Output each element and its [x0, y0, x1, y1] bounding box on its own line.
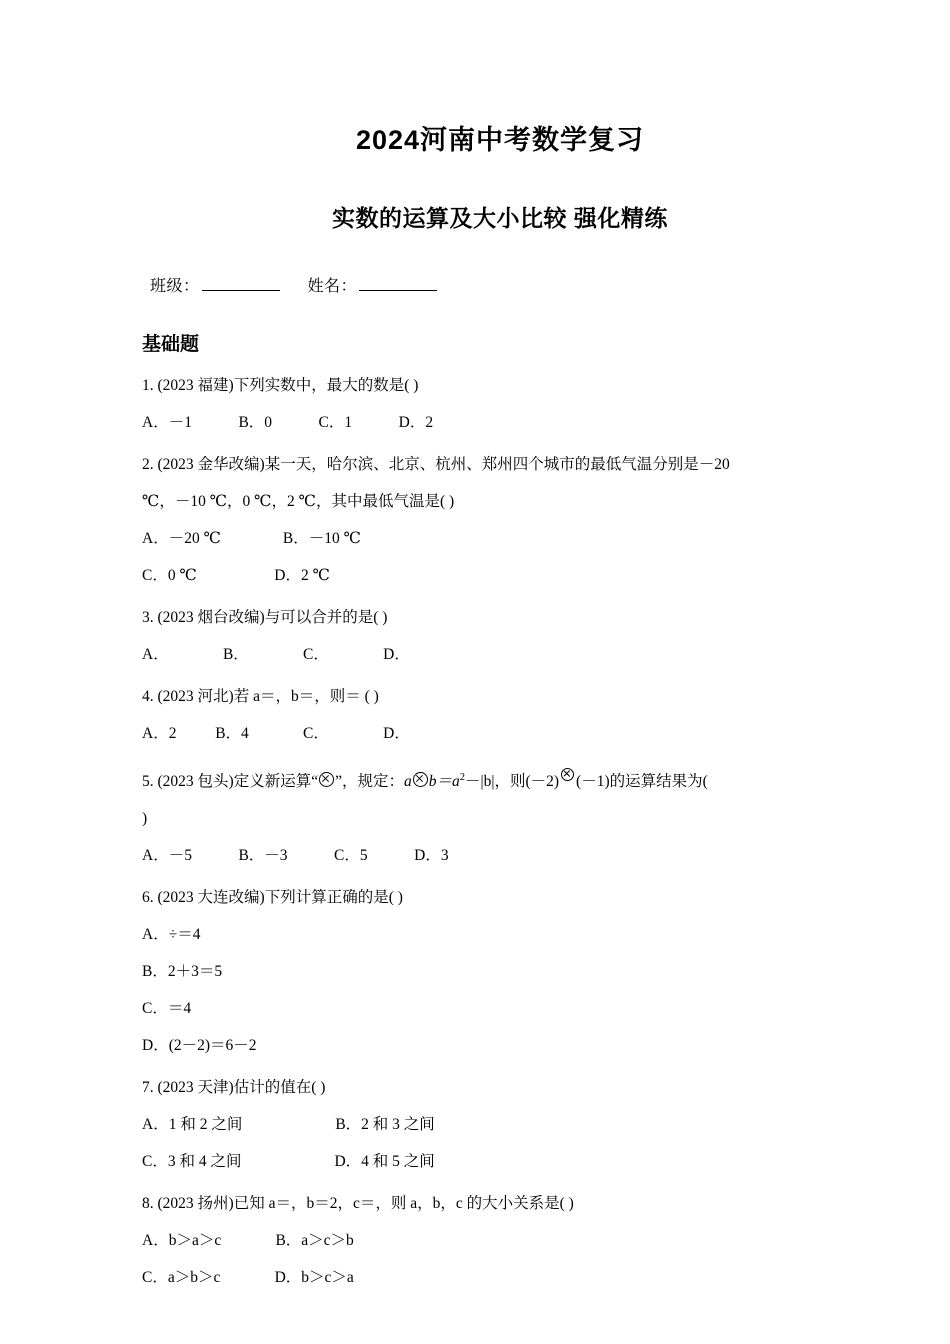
- question-stem-5-cont: ): [142, 810, 148, 828]
- q5-part3: b＝a: [428, 773, 460, 791]
- page-title: 2024河南中考数学复习: [355, 125, 645, 155]
- question-options-4: A．2 B．4 C． D．: [142, 725, 410, 743]
- circled-times-icon-3: [560, 764, 575, 788]
- question-stem-1: 1. (2023 福建)下列实数中，最大的数是( ): [142, 377, 419, 394]
- question-options-2a: A．－20 ℃ B．－10 ℃: [142, 530, 361, 548]
- q5-part2: ”，规定：: [335, 773, 404, 791]
- q5-exponent: 2: [459, 772, 466, 783]
- name-label: 姓名：: [307, 278, 358, 295]
- question-stem-2: 2. (2023 金华改编)某一天，哈尔滨、北京、杭州、郑州四个城市的最低气温分别是－20: [142, 456, 730, 474]
- question-options-3: A． B． C． D．: [142, 646, 410, 664]
- question-stem-3: 3. (2023 烟台改编)与可以合并的是( ): [142, 609, 388, 627]
- question-option-6d: D．(2－2)＝6－2: [142, 1037, 257, 1055]
- question-stem-8: 8. (2023 扬州)已知 a＝，b＝2，c＝，则 a，b，c 的大小关系是( ): [142, 1195, 574, 1213]
- question-options-2b: C．0 ℃ D．2 ℃: [142, 567, 330, 585]
- question-option-6a: A．÷＝4: [142, 926, 201, 944]
- question-options-7b: C．3 和 4 之间 D．4 和 5 之间: [142, 1153, 435, 1171]
- question-stem-2-cont: ℃，－10 ℃，0 ℃，2 ℃，其中最低气温是( ): [142, 493, 455, 511]
- question-option-6b: B．2＋3＝5: [142, 963, 223, 981]
- class-label: 班级：: [150, 278, 200, 295]
- question-stem-7: 7. (2023 天津)估计的值在( ): [142, 1079, 326, 1097]
- question-options-5: A．－5 B．－3 C．5 D．3: [142, 847, 449, 865]
- question-stem-6: 6. (2023 大连改编)下列计算正确的是( ): [142, 889, 403, 907]
- class-blank[interactable]: [202, 290, 280, 291]
- question-stem-5: [142, 764, 850, 794]
- question-options-8a: A．b＞a＞c B．a＞c＞b: [142, 1232, 354, 1250]
- page-subtitle: 实数的运算及大小比较 强化精练: [332, 205, 668, 231]
- name-blank[interactable]: [359, 290, 437, 291]
- q5-part1: 5. (2023 包头)定义新运算“: [142, 773, 319, 791]
- question-options-8b: C．a＞b＞c D．b＞c＞a: [142, 1269, 354, 1287]
- q5-part4: －|b|，则(－2): [465, 773, 560, 791]
- q5-var-a: a: [403, 773, 412, 791]
- circled-times-icon-2: [413, 772, 428, 787]
- student-info-line: [150, 273, 850, 296]
- question-stem-4-text: 4. (2023 河北)若 a＝，b＝，则＝ ( ): [142, 688, 379, 706]
- q5-part5: (－1)的运算结果为(: [576, 773, 708, 791]
- question-options-7a: A．1 和 2 之间 B．2 和 3 之间: [142, 1116, 435, 1134]
- question-option-6c: C．＝4: [142, 1000, 192, 1018]
- question-stem-4: [142, 685, 850, 709]
- circled-times-icon: [319, 772, 334, 787]
- section-heading-basic: 基础题: [142, 334, 200, 355]
- question-options-1: A．－1 B．0 C．1 D．2: [142, 414, 434, 432]
